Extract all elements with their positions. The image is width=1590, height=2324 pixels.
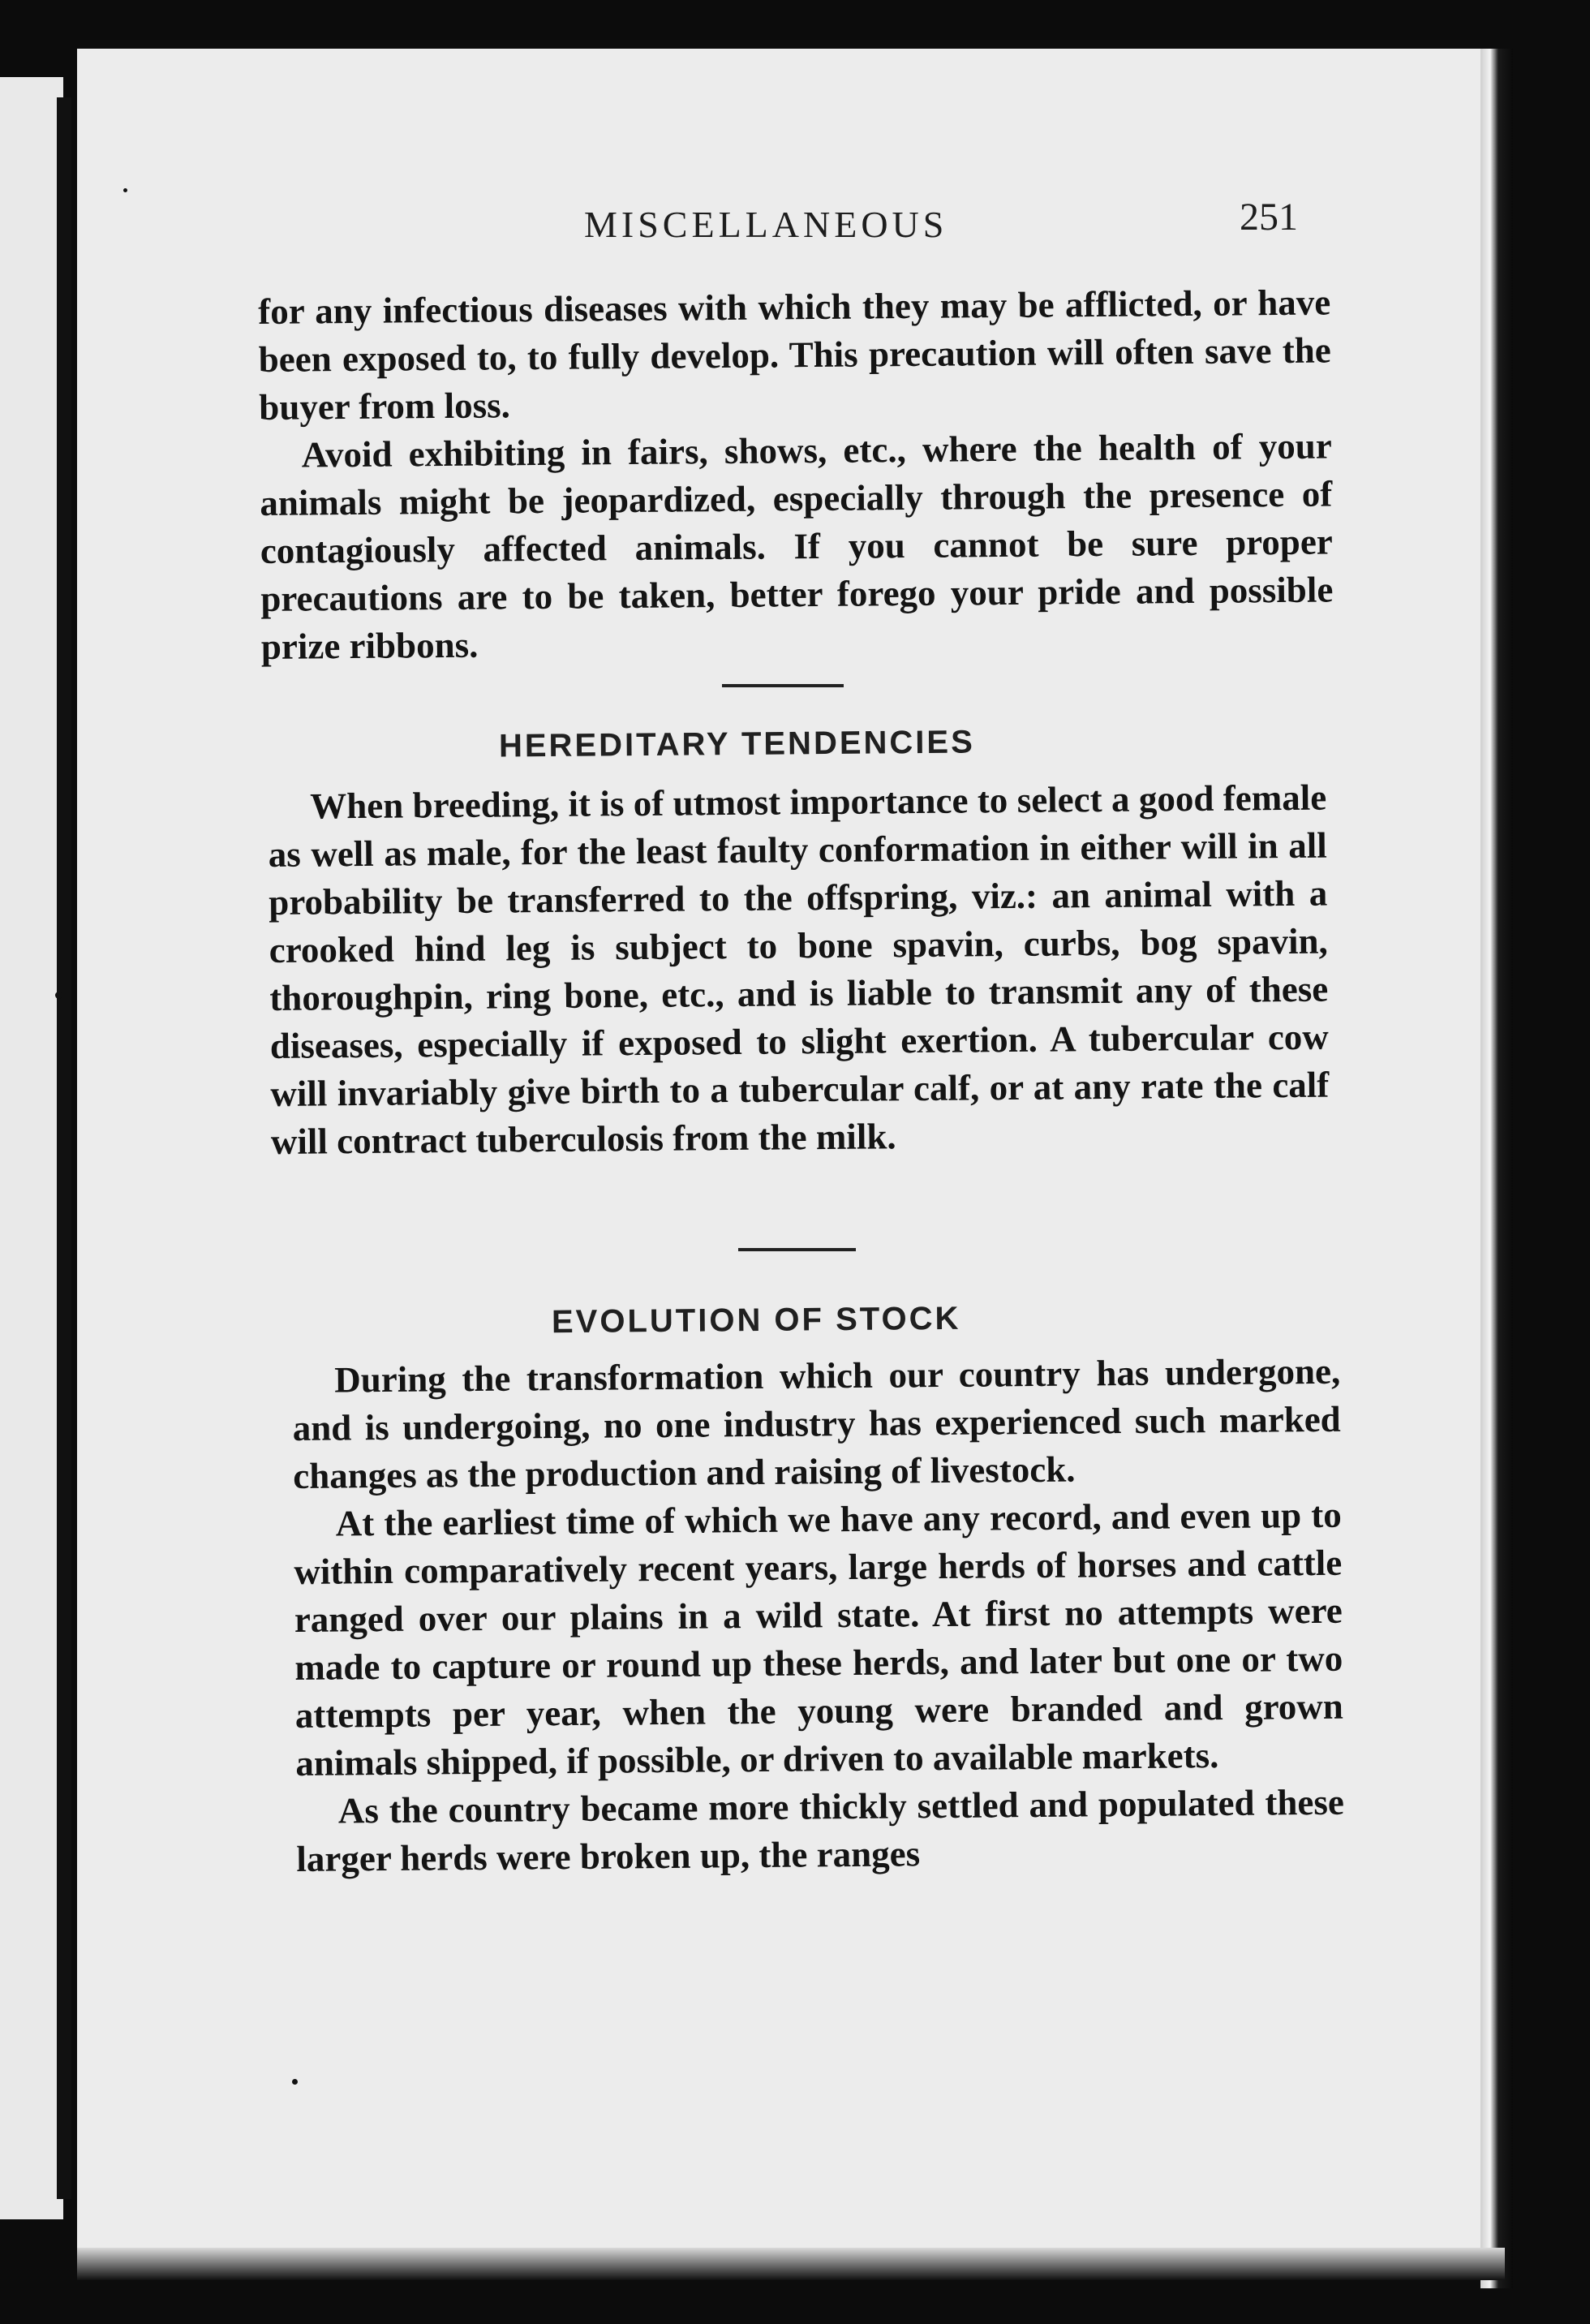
section-title: EVOLUTION OF STOCK: [551, 1300, 961, 1341]
page-stack-edge: [1480, 49, 1513, 2288]
adjacent-page-edge: [0, 77, 63, 2219]
paragraph: Avoid exhibiting in fairs, shows, etc., where the health of your animals might be jeopardized, especially through the presence of contagiously affected animals. If you cannot be sure proper precautions are to be taken, better forego your pride and possible prize ribbons.: [260, 425, 1334, 667]
book-gutter: [57, 97, 71, 2199]
paragraph: When breeding, it is of utmost importance to select a good female as well as male, for the least faulty conformation in either will in all probability be transferred to the offspring, viz.: an animal with a crooked hind leg is subject to bone spavin, curbs, bog spavin, thoroughpin, ring bone, etc., and is liable to transmit any of these diseases, especially if exposed to slight exertion. A tubercular cow will invariably give birth to a tubercular calf, or at any rate the calf will contract tuberculosis from the milk.: [268, 777, 1330, 1162]
section-divider: [722, 684, 844, 687]
section-2-text: [268, 774, 1330, 1166]
paragraph: for any infectious diseases with which they may be afflicted, or have been exposed to, to fully develop. This precaution will often save the buyer from loss.: [258, 282, 1331, 428]
scan-speck: [123, 188, 127, 192]
section-3-text: [292, 1348, 1345, 1883]
section-divider: [738, 1248, 856, 1251]
page-number: 251: [1240, 196, 1298, 239]
scan-speck: [55, 992, 62, 999]
running-head: MISCELLANEOUS: [584, 204, 948, 245]
paragraph: During the transformation which our country has undergone, and is undergoing, no one industry has experienced such marked changes as the production and raising of livestock.: [292, 1350, 1341, 1496]
section-1-text: [258, 278, 1334, 671]
paragraph: At the earliest time of which we have any record, and even up to within comparatively recent years, large herds of horses and cattle ranged over our plains in a wild state. At first no attempts were made to capture or round up these herds, and later but one or two attempts per year, when the young were branded and grown animals shipped, if possible, or driven to available markets.: [294, 1494, 1344, 1784]
section-title: HEREDITARY TENDENCIES: [498, 724, 975, 764]
paragraph: As the country became more thickly settled and populated these larger herds were broken up, the ranges: [296, 1781, 1345, 1879]
scan-speck: [292, 2079, 298, 2085]
page-header: [584, 195, 1298, 260]
page-bottom-shadow: [77, 2248, 1505, 2280]
